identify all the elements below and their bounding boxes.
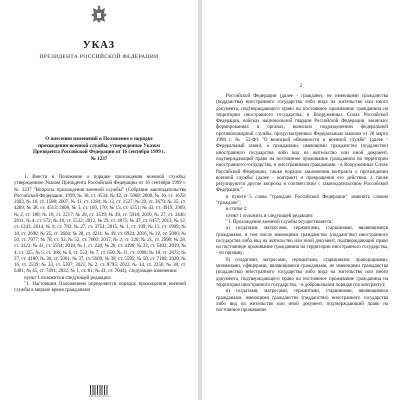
paragraph: а) солдатами, матросами, сержантами, старшинами, являющимися гражданами, в том числе имеющими гражданство (подданство) иностранного государства либо вид на жительство или иной документ, подтверждающий право на постоянное проживание гражданина на территории иностранного государства, - по призыву; (216, 226, 388, 257)
left-page-body (14, 175, 186, 295)
paragraph: в) солдатами, матросами, сержантами, старшинами, являющимися гражданами, имеющими гражданство (подданство) иностранного государства либо вид на жительство или иной документ, подтверждающий право на постоянное проживание (216, 289, 388, 314)
left-page (0, 0, 198, 400)
paragraph: в статье 2: (226, 207, 248, 213)
right-page (202, 0, 400, 400)
document-issuer: ПРЕЗИДЕНТА РОССИЙСКОЙ ФЕДЕРАЦИИ (39, 54, 159, 60)
paragraph: пункт 1 изложить в следующей редакции: (226, 213, 314, 219)
paragraph: "1. Прохождение военной службы осуществляется: (226, 219, 333, 225)
paragraph: в пункте 5 слова "граждане Российской Федерации" заменить словом "граждане"; (216, 194, 388, 207)
coat-of-arms-icon (89, 5, 109, 25)
paragraph: 1. Внести в Положение о порядке прохождения военной службы, утвержденное Указом Президента Российской Федерации от 16 сентября 1999 г. № 1237 "Вопросы прохождения военной службы" (Собрание законодательства Российской Федерации, 1999, № 38, ст. 4534; № 42, ст. 5008; 2000, № 16, ст. 1678; 2003, № 16, ст. 1508; 2007, № 11, ст. 1284; № 13, ст. 1527; № 29, ст. 3679; № 35, ст. 4289; № 38, ст. 4513; 2008, № 3, ст. 169, 170; № 13, ст. 1251; № 43, ст. 4919; 2009, № 2, ст. 180; № 18, ст. 2217; № 28, ст. 3519; № 49, ст. 5918; 2010, № 27, ст. 3446; 2011, № 4, ст. 572; № 40, ст. 5532; 2012, № 29, ст. 4075; № 47, ст. 6457; 2013, № 12, ст. 1243; 2014, № 8, ст. 783; № 27, ст. 3754; 2015, № 1, ст. 199; № 13, ст. 1909; № 18, ст. 2690; № 25, ст. 3604; № 28, ст. 4211; № 49, ст. 6924; 2016, № 12, ст. 5096; № 50, ст. 7077; № 78, ст. 92; № 52, ст. 7603; 2017, № 2, ст. 326; № 21, ст. 2998; № 28, ст. 4123; № 41, ст. 5934; 2018, № 1, ст. 220, № 28, ст. 4196; № 33, ст. 5402; 2019, № 4, ст. 325; № 5, ст. 366; № 6, ст. 552; № 7, ст. 650; № 11, ст. 1098; № 18, ст. 2873; № 27, ст. 4180; № 36, ст. 5001; № 37, ст. 5609; № 38, ст. 5595; № 50, ст. 7180; 2020, № 16, ст. 2539; № 33, ст. 5307; 2021, № 2, ст. 8795; 2022, № 14, ст. 2256; № 38, ст. 6481; № 45, ст. 7491; 2022, № 1, ст. 81; № 41, ст. 7044), следующие изменения: (14, 175, 186, 275)
paragraph: б) солдатами, матросами, сержантами, старшинами, прапорщиками, мичманами, офицерами, являющимися гражданами, не имеющими гражданства (подданства) иностранного государства либо вида на жительство или иного документа, подтверждающего право на постоянное проживание гражданина на территории иностранного государства, - в добровольном порядке (по контракту); (216, 257, 388, 288)
barcode-number: 1 2 0 4 5 3 1 4 4 7 1 (88, 395, 110, 398)
paragraph: Российской Федерации (далее - граждане), не имеющими гражданства (подданства) иностранного государства либо вида на жительство или иного документа, подтверждающего право на постоянное проживание гражданина на территории иностранного государства, в Вооруженных Силах Российской Федерации, войсках национальной гвардии Российской Федерации, воинских формированиях и органах, воинских подразделениях федеральной противопожарной службы, предусмотренных Федеральным законом от 28 марта 1998 г. № 53-ФЗ "О воинской обязанности и военной службе" (далее - Федеральный закон), а гражданами, имеющими гражданство (подданство) иностранного государства либо вид на жительство или иной документ, подтверждающий право на постоянное проживание гражданина на территории иностранного государства, и иностранными гражданами - в Вооруженных Силах Российской Федерации, также порядок заключения контракта о прохождении военной службы (далее - контракт) и прекращения его действия, а также регулируются другие вопросы в соответствии с законодательством Российской Федерации."; (216, 94, 388, 194)
document-type: УКАЗ (82, 40, 116, 51)
paragraph: "1. Настоящим Положением определяется порядок прохождения военной службы в мирное время гражданами (14, 282, 186, 294)
document-title: О внесении изменений в Положение о порядке прохождения военной службы, утвержденное Указом Президента Российской Федерации от 16 сентября 1999 г. № 1237 (32, 136, 166, 162)
paragraph: пункт 1 изложить в следующей редакции: (24, 275, 112, 281)
right-page-body (216, 94, 388, 314)
page-number: 2 (299, 84, 303, 89)
barcode (90, 385, 108, 395)
